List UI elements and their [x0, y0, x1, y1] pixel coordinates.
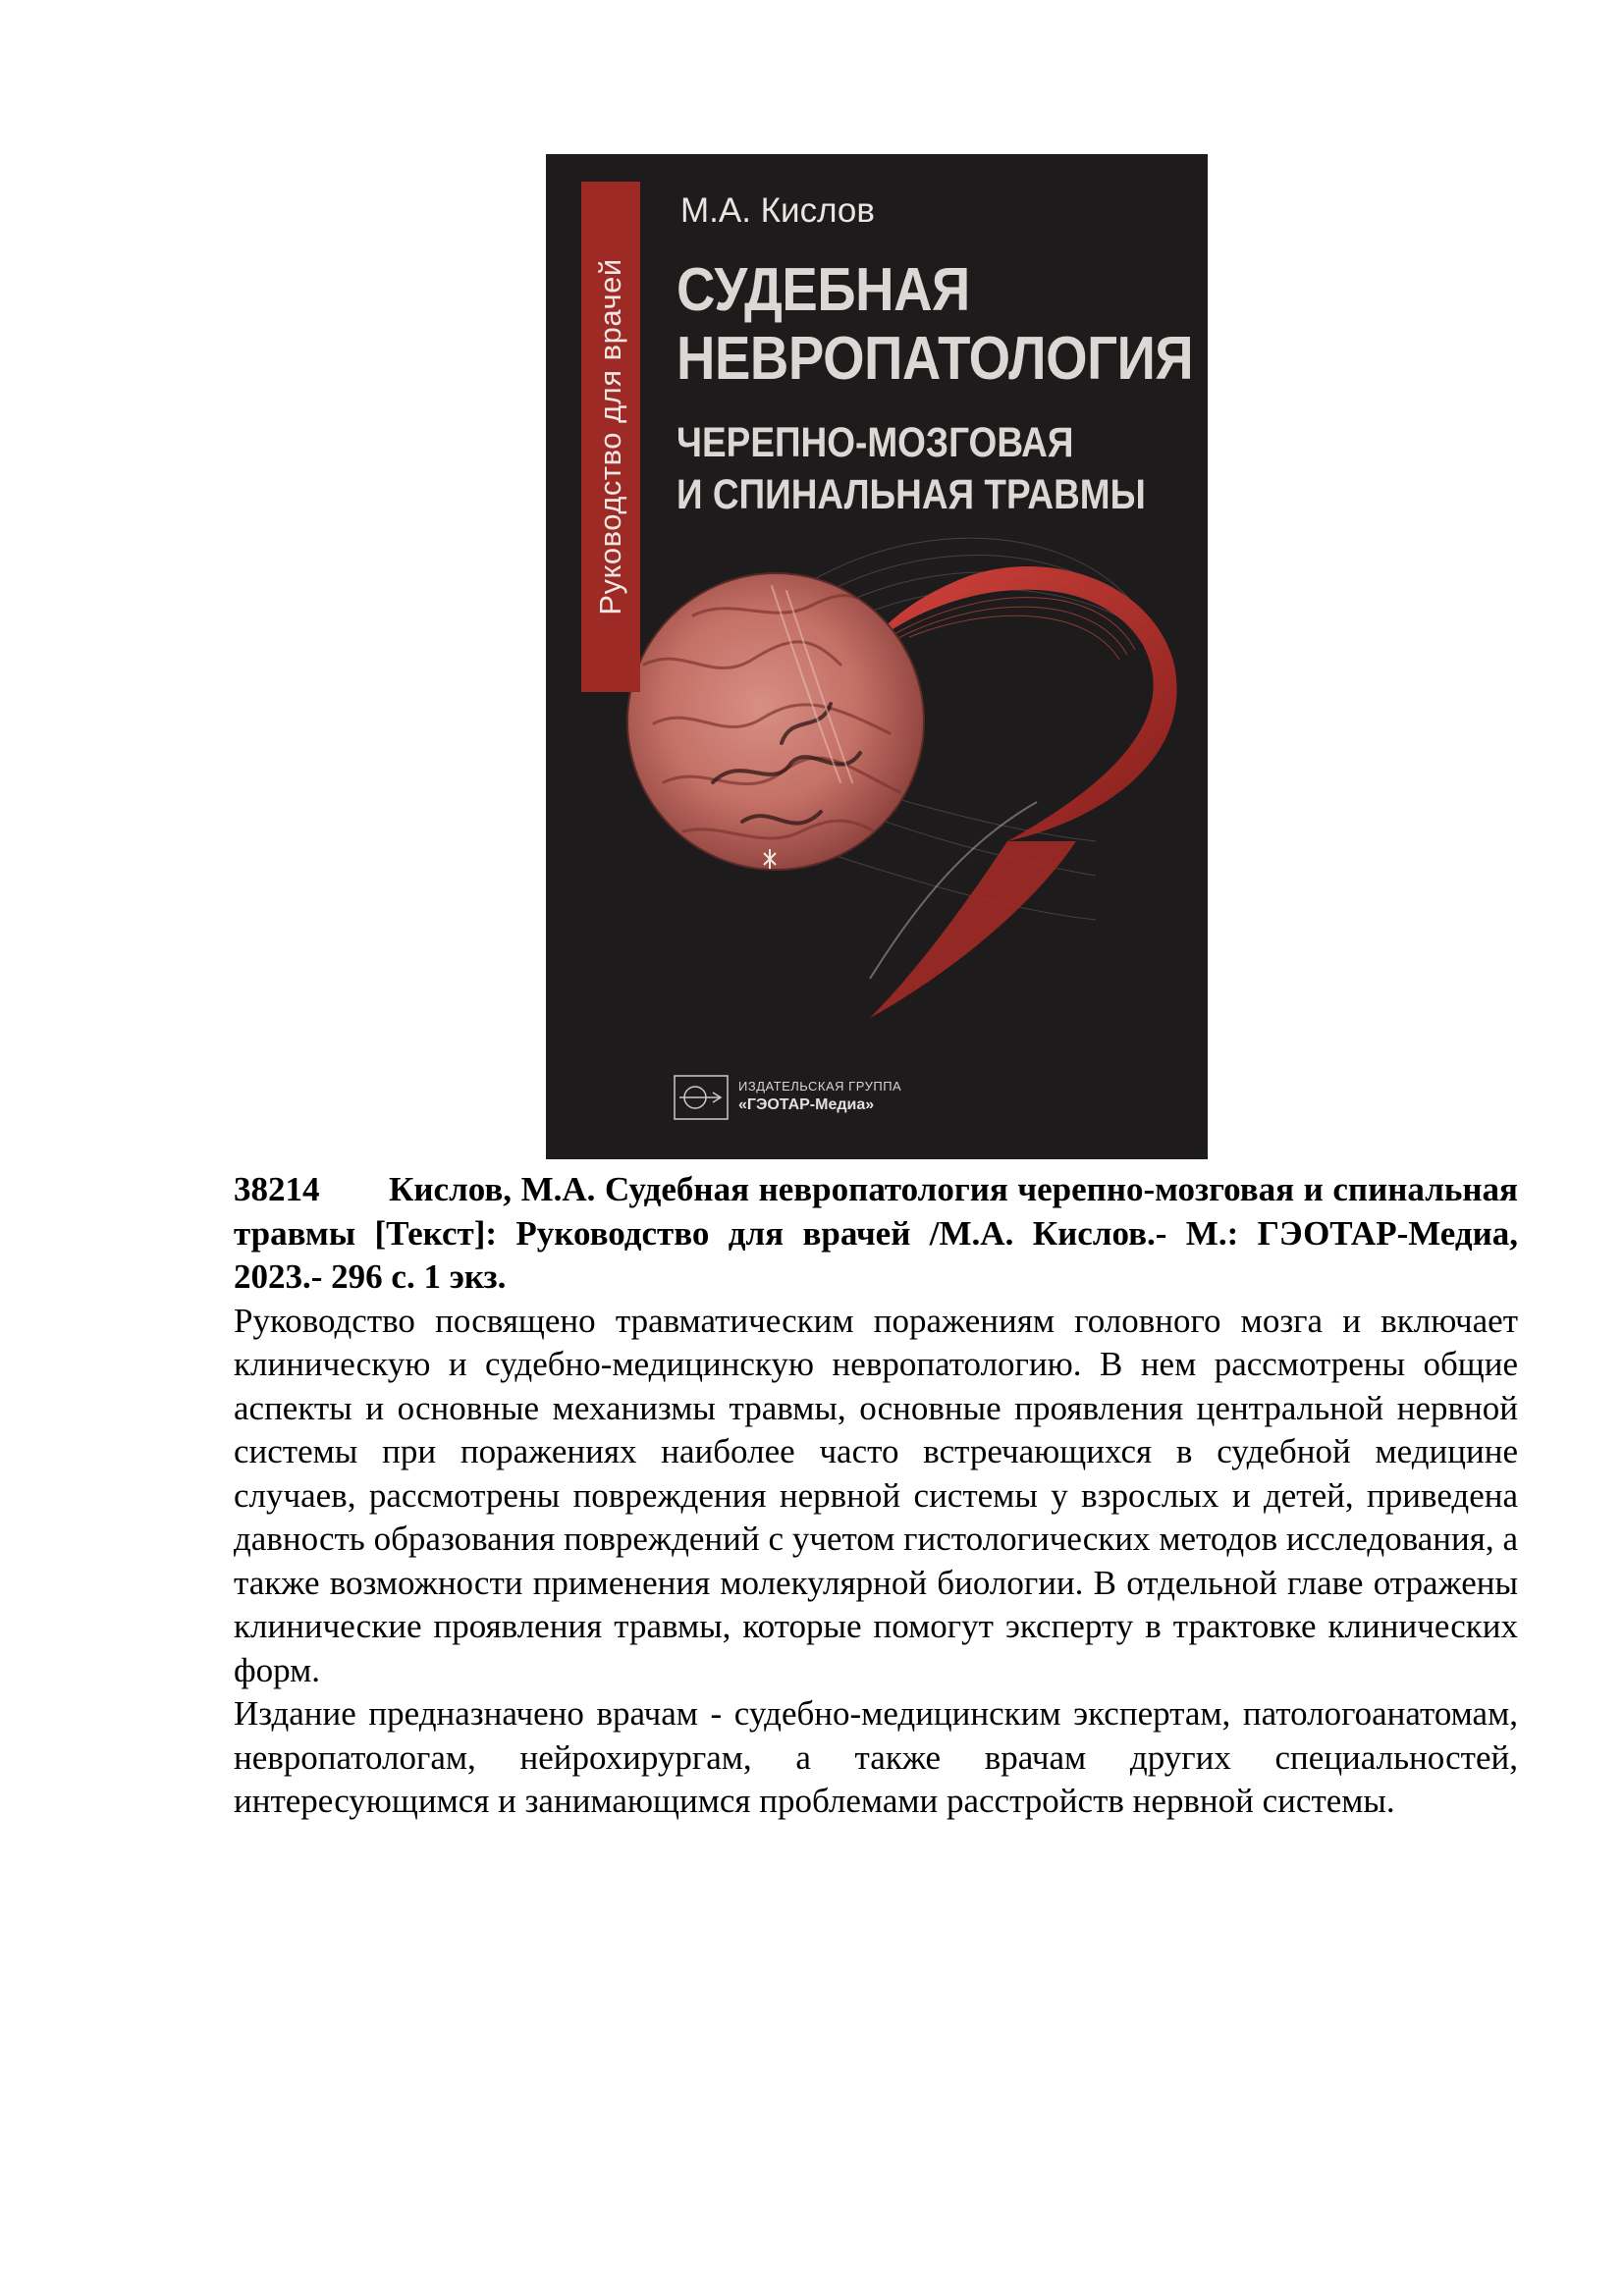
cover-title-line: СУДЕБНАЯ — [677, 256, 970, 324]
cover-sidebar-label: Руководство для врачей — [593, 258, 627, 615]
red-ribbon — [870, 566, 1177, 1018]
cover-subtitle — [677, 417, 1146, 521]
annotation-paragraph: Руководство посвящено травматическим поражениям головного мозга и включает клиническую и судебно-медицинскую невропатологию. В нем рассмотрены общие аспекты и основные механизмы травмы, основные проявления центральной нервной системы при поражениях наиболее часто встречающихся в судебной медицине случаев, рассмотрены повреждения нервной системы у взрослых и детей, приведена давность образования повреждений с учетом гистологических методов исследования, а также возможности применения молекулярной биологии. В отдельной главе отражены клинические проявления травмы, которые помогут эксперту в трактовке клинических форм. — [234, 1301, 1518, 1689]
cover-author: М.А. Кислов — [680, 191, 875, 230]
book-cover — [546, 154, 1208, 1159]
publisher-line1: ИЗДАТЕЛЬСКАЯ ГРУППА — [738, 1079, 902, 1094]
publisher-block — [674, 1075, 929, 1120]
publisher-logo-icon — [674, 1075, 729, 1120]
cover-subtitle-line: ЧЕРЕПНО-МОЗГОВАЯ — [677, 419, 1074, 466]
brain-photo — [626, 572, 925, 871]
bibliographic-record — [234, 1168, 1518, 1300]
cover-subtitle-line: И СПИНАЛЬНАЯ ТРАВМЫ — [677, 471, 1146, 518]
cover-title-line: НЕВРОПАТОЛОГИЯ — [677, 325, 1194, 393]
catalog-entry — [234, 1168, 1518, 1824]
annotation-paragraph: Издание предназначено врачам - судебно-медицинским экспертам, патологоанатомам, невропатологам, нейрохирургам, а также врачам других специальностей, интересующимся и занимающимся проблемами расстройств нервной системы. — [234, 1694, 1518, 1820]
record-number: 38214 — [234, 1170, 320, 1208]
cover-title — [677, 256, 1193, 394]
publisher-name: «ГЭОТАР-Медиа» — [738, 1096, 875, 1113]
record-citation: Кислов, М.А. Судебная невропатология черепно-мозговая и спинальная травмы [Текст]: Руководство для врачей /М.А. Кислов.- М.: ГЭОТАР-Медиа, 2023.- 296 с. 1 экз. — [234, 1170, 1518, 1296]
